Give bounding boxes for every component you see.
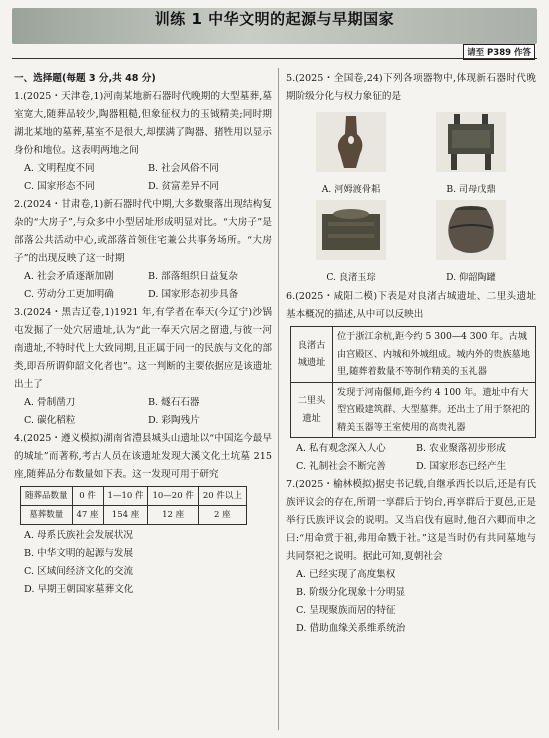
left-column	[14, 70, 272, 599]
site-name-erlitou: 二里头遗址	[291, 382, 333, 438]
question-1-stem: 1.(2025・天津卷,1)河南某地新石器时代晚期的大型墓葬,墓室宽大,随葬品较少,陶器粗糙,但象征权力的玉钺精美;同时期湖北某地的墓葬,墓室不是很大,却摆满了陶器、猪牲用以显示身份和地位。这表明两地之间	[14, 91, 272, 156]
question-4-option-a[interactable]: A. 母系氏族社会发展状况	[24, 530, 133, 541]
artifact-bronze-ding[interactable]	[416, 112, 526, 199]
section-title: 一、选择题(每题 3 分,共 48 分)	[14, 73, 156, 84]
question-4-stem: 4.(2025・遵义模拟)湖南省澧县城头山遗址以“中国迄今最早的城址”而著称,考古人员在该遗址发现大溪文化土坑墓 215 座,随葬品分布数量如下表。这一发现可用于研究	[14, 433, 272, 480]
question-7-stem: 7.(2025・榆林模拟)据史书记载,自继承西长以后,还是有氏族评议会的存在,所谓一享群后于钧台,再享群后于夏邑,正是举行氏族评议会的说明。又当启伐有扈时,他召六卿而申之曰:“用命赏于祖,弗用命戮于社。”这是当时仍有共同墓地与共同祭祀之说明。据此可知,夏朝社会	[286, 479, 536, 562]
artifact-bone-spade[interactable]	[296, 112, 406, 199]
question-3	[14, 304, 272, 430]
table-cell: 20 件以上	[198, 487, 246, 506]
jade-cong-image	[316, 200, 386, 260]
question-6-option-d[interactable]: D. 国家形态已经产生	[416, 461, 507, 472]
table-cell: 154 座	[103, 506, 148, 525]
question-3-option-b[interactable]: B. 燧石石器	[148, 397, 200, 408]
question-3-stem: 3.(2024・黑吉辽卷,1)1921 年,有学者在奉天(今辽宁)沙锅屯发掘了一处穴居遗址,认为“此一奉天穴居之留遗,与彼一河南遗址,不特时代上大致同期,且正属于同一的民族与文化的部类,即吾所谓仰韶文化者也”。这一判断的主要依据应是该遗址出土了	[14, 307, 272, 390]
question-7-option-d[interactable]: D. 借助血缘关系维系统治	[296, 623, 406, 634]
artifact-pottery-jar[interactable]	[416, 200, 526, 287]
question-4	[14, 430, 272, 599]
artifact-images	[286, 108, 536, 288]
site-name-liangzhu: 良渚古城遗址	[291, 327, 333, 383]
question-6	[286, 288, 536, 476]
question-2-option-b[interactable]: B. 部落组织日益复杂	[148, 271, 238, 282]
table-cell: 10—20 件	[148, 487, 198, 506]
page-title: 训练 1 中华文明的起源与早期国家	[154, 10, 395, 28]
table-cell: 0 件	[72, 487, 103, 506]
artifact-caption: C. 良渚玉琮	[326, 272, 376, 283]
question-2-option-c[interactable]: C. 劳动分工更加明确	[24, 289, 114, 300]
table-header-row	[21, 487, 247, 506]
column-divider	[278, 68, 279, 730]
right-column	[286, 70, 536, 638]
question-1-option-d[interactable]: D. 贫富差异不同	[148, 181, 220, 192]
question-3-option-c[interactable]: C. 碳化稻粒	[24, 415, 76, 426]
table-cell: 2 座	[198, 506, 246, 525]
table-cell: 墓葬数量	[21, 506, 73, 525]
question-6-stem: 6.(2025・咸阳二模)下表是对良渚古城遗址、二里头遗址基本概况的描述,从中可以反映出	[286, 291, 536, 320]
table-cell: 1—10 件	[103, 487, 148, 506]
table-row	[291, 327, 536, 383]
artifact-caption: D. 仰韶陶罐	[446, 272, 496, 283]
sites-table	[290, 326, 536, 438]
question-1-option-a[interactable]: A. 文明程度不同	[24, 163, 95, 174]
question-4-option-c[interactable]: C. 区域间经济文化的交流	[24, 566, 134, 577]
bone-spade-image	[316, 112, 386, 172]
question-3-option-a[interactable]: A. 骨制凿刀	[24, 397, 76, 408]
artifact-caption: B. 司母戊鼎	[446, 184, 496, 195]
question-4-option-b[interactable]: B. 中华文明的起源与发展	[24, 548, 134, 559]
question-2-stem: 2.(2024・甘肃卷,1)新石器时代中期,大多数聚落出现结构复杂的“大房子”,与众多中小型居址形成明显对比。“大房子”是部落公共活动中心,或部落首领住宅兼公共事务场所。“大房子”的出现反映了这一时期	[14, 199, 272, 264]
question-4-option-d[interactable]: D. 早期王朝国家墓葬文化	[24, 584, 134, 595]
table-cell: 47 座	[72, 506, 103, 525]
question-6-option-c[interactable]: C. 礼制社会不断完善	[296, 461, 386, 472]
site-desc-liangzhu: 位于浙江余杭,距今约 5 300—4 300 年。古城由宫殿区、内城和外城组成。城内外的贵族墓地里,随葬着数量不等制作精美的玉礼器	[333, 327, 536, 383]
artifact-jade-cong[interactable]	[296, 200, 406, 287]
question-7-option-b[interactable]: B. 阶级分化现象十分明显	[296, 587, 406, 598]
question-1-option-c[interactable]: C. 国家形态不同	[24, 181, 95, 192]
question-5-stem: 5.(2025・全国卷,24)下列各项器物中,体现新石器时代晚期阶级分化与权力象征的是	[286, 73, 536, 102]
header-divider	[12, 58, 537, 59]
pottery-jar-image	[436, 200, 506, 260]
question-6-option-b[interactable]: B. 农业聚落初步形成	[416, 443, 506, 454]
question-7-option-c[interactable]: C. 呈现聚族而居的特征	[296, 605, 396, 616]
question-2-option-a[interactable]: A. 社会矛盾逐渐加剧	[24, 271, 114, 282]
question-1	[14, 88, 272, 196]
question-1-option-b[interactable]: B. 社会风俗不同	[148, 163, 219, 174]
table-row	[21, 506, 247, 525]
question-2	[14, 196, 272, 304]
question-7	[286, 476, 536, 638]
burial-goods-table	[20, 486, 247, 525]
question-5	[286, 70, 536, 288]
bronze-ding-image	[436, 112, 506, 172]
question-7-option-a[interactable]: A. 已经实现了高度集权	[296, 569, 396, 580]
table-row	[291, 382, 536, 438]
answer-page-note: 请至 P389 作答	[463, 44, 535, 60]
site-desc-erlitou: 发现于河南偃师,距今约 4 100 年。遗址中有大型宫殿建筑群、大型墓葬。还出土了用于祭祀的精美玉器等王室使用的高贵礼器	[333, 382, 536, 438]
question-3-option-d[interactable]: D. 彩陶残片	[148, 415, 200, 426]
question-2-option-d[interactable]: D. 国家形态初步具备	[148, 289, 239, 300]
artifact-caption: A. 河姆渡骨耜	[321, 184, 381, 195]
question-6-option-a[interactable]: A. 私有观念深入人心	[296, 443, 386, 454]
table-cell: 随葬品数量	[21, 487, 73, 506]
table-cell: 12 座	[148, 506, 198, 525]
